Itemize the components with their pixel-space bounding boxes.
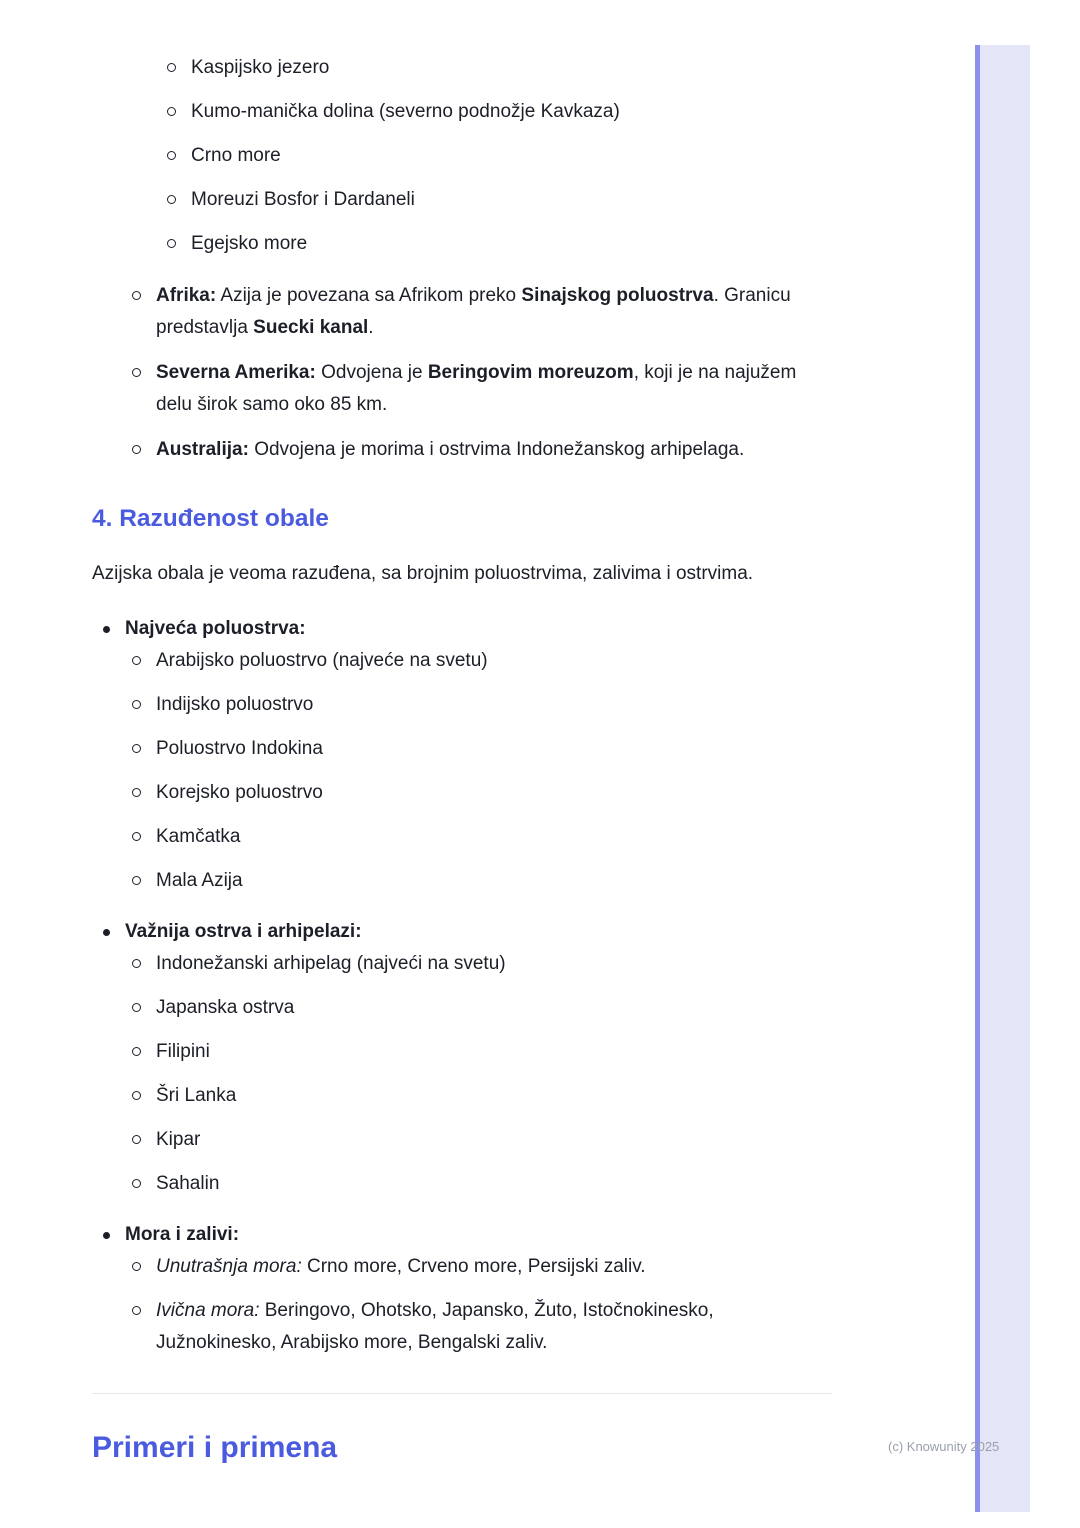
scrollbar-track	[975, 45, 1030, 1512]
list-item	[156, 357, 832, 421]
group-sublist	[125, 948, 832, 1200]
text-segment: Beringovim moreuzom	[427, 362, 634, 383]
group-title: Važnija ostrva i arhipelazi:	[125, 921, 362, 942]
coast-groups-list	[92, 613, 832, 1359]
examples-heading: Primeri i primena	[92, 1431, 338, 1464]
text-segment: Sinajskog poluostrva	[521, 285, 714, 306]
list-item: Mala Azija	[156, 865, 832, 897]
text-segment: Suecki kanal	[253, 317, 369, 338]
list-item: Poluostrvo Indokina	[156, 733, 832, 765]
group-sublist	[125, 1251, 832, 1359]
list-item	[156, 1295, 832, 1359]
list-item: Kumo-manička dolina (severno podnožje Kavkaza)	[191, 96, 832, 128]
list-item	[156, 1251, 832, 1283]
list-item: Sahalin	[156, 1168, 832, 1200]
group-title: Mora i zalivi:	[125, 1224, 240, 1245]
text-segment: Crno more, Crveno more, Persijski zaliv.	[301, 1256, 646, 1277]
list-item: Kaspijsko jezero	[191, 52, 832, 84]
list-item: Kamčatka	[156, 821, 832, 853]
list-group	[125, 1219, 832, 1359]
section-intro: Azijska obala je veoma razuđena, sa brojnim poluostrvima, zalivima i ostrvima.	[92, 563, 754, 584]
list-item: Crno more	[191, 140, 832, 172]
list-item: Indijsko poluostrvo	[156, 689, 832, 721]
list-item	[156, 434, 832, 466]
list-item: Egejsko more	[191, 228, 832, 260]
list-item: Moreuzi Bosfor i Dardaneli	[191, 184, 832, 216]
section-heading: 4. Razuđenost obale	[92, 505, 329, 532]
continent-boundaries-list	[92, 280, 832, 466]
text-segment: Severna Amerika:	[156, 362, 316, 383]
list-item: Filipini	[156, 1036, 832, 1068]
section-divider	[92, 1393, 832, 1394]
list-item: Japanska ostrva	[156, 992, 832, 1024]
text-segment: , koji je na najužem delu širok samo oko 85 km.	[156, 362, 797, 415]
list-group	[125, 916, 832, 1200]
list-item	[156, 280, 832, 344]
list-item: Korejsko poluostrvo	[156, 777, 832, 809]
text-segment: . Granicu predstavlja	[156, 285, 791, 338]
list-item: Kipar	[156, 1124, 832, 1156]
group-title: Najveća poluostrva:	[125, 618, 306, 639]
text-segment: Ivična mora:	[156, 1300, 260, 1321]
text-segment: Australija:	[156, 439, 249, 460]
text-segment: .	[368, 317, 374, 338]
copyright: (c) Knowunity 2025	[888, 1439, 1000, 1454]
scrollbar-thumb[interactable]	[980, 45, 982, 1512]
text-segment: Beringovo, Ohotsko, Japansko, Žuto, Istočnokinesko, Južnokinesko, Arabijsko more, Bengalski zaliv.	[156, 1300, 714, 1353]
water-features-list	[92, 52, 832, 260]
document-content	[92, 0, 832, 1467]
list-group	[125, 613, 832, 897]
group-sublist	[125, 645, 832, 897]
list-item: Šri Lanka	[156, 1080, 832, 1112]
text-segment: Unutrašnja mora:	[156, 1256, 302, 1277]
list-item: Arabijsko poluostrvo (najveće na svetu)	[156, 645, 832, 677]
list-item: Indonežanski arhipelag (najveći na svetu)	[156, 948, 832, 980]
text-segment: Azija je povezana sa Afrikom preko	[216, 285, 522, 306]
text-segment: Afrika:	[156, 285, 217, 306]
text-segment: Odvojena je morima i ostrvima Indonežanskog arhipelaga.	[248, 439, 745, 460]
text-segment: Odvojena je	[315, 362, 428, 383]
